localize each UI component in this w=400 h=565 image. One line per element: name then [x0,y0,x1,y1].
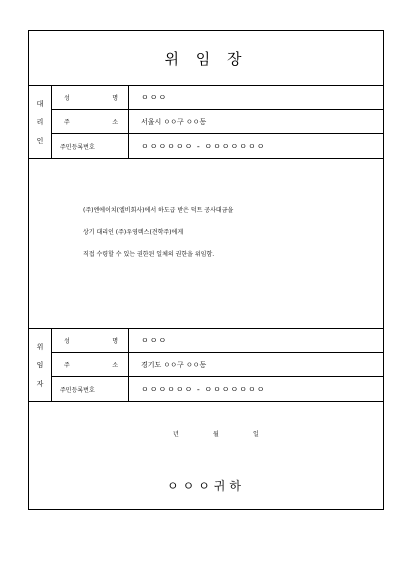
delegate-id-row [52,134,383,158]
delegate-name-label [52,86,129,109]
delegator-name-label-char-1: 성 [64,338,70,345]
delegator-side-char-2: 임 [36,361,44,369]
delegator-side-char-1: 위 [36,342,44,351]
delegator-name-row [52,329,383,353]
delegator-address-label-char-2: 소 [112,362,118,369]
delegator-id-value: ㅇㅇㅇㅇㅇㅇ - ㅇㅇㅇㅇㅇㅇㅇ [141,384,266,394]
delegate-side-char-1: 대 [36,99,44,108]
delegator-rows [52,329,383,401]
delegate-side-char-2: 리 [36,118,44,126]
recipient-line: ㅇㅇㅇ귀하 [167,479,245,493]
delegator-name-value: ㅇㅇㅇ [141,336,168,345]
delegator-section [29,329,383,402]
delegate-address-label-char-2: 소 [112,119,118,126]
delegator-address-row [52,353,383,377]
delegate-side-char-3: 인 [36,136,44,145]
delegator-name-label [52,329,129,352]
delegate-address-label-char-1: 주 [64,119,70,126]
delegator-address-label-char-1: 주 [64,362,70,369]
delegator-address-value: 경기도 ㅇㅇ구 ㅇㅇ동 [141,360,207,369]
delegate-address-value: 서울시 ㅇㅇ구 ㅇㅇ동 [141,117,207,126]
date-line [173,429,259,438]
delegator-id-row [52,377,383,401]
delegate-name-value: ㅇㅇㅇ [141,93,168,102]
delegate-rows [52,86,383,158]
delegate-section [29,86,383,159]
delegate-id-value: ㅇㅇㅇㅇㅇㅇ - ㅇㅇㅇㅇㅇㅇㅇ [141,141,266,151]
delegator-name-label-char-2: 명 [112,338,118,345]
delegate-name-row [52,86,383,110]
delegator-side-label [29,329,52,401]
date-year: 년 [173,431,179,438]
delegate-side-label [29,86,52,158]
delegation-document [28,30,384,510]
delegate-name-label-char-1: 성 [64,95,70,102]
delegate-name-label-char-2: 명 [112,95,118,102]
statement-line-2: 상기 대리인 (주)우영텍스(견학주)에게 [83,229,184,236]
delegate-address-label [52,110,129,133]
delegator-address-label [52,353,129,376]
date-day: 일 [253,431,259,438]
delegator-id-label: 주민등록번호 [52,377,129,401]
document-title: 위 임 장 [29,31,383,86]
statement-line-3: 직접 수령할 수 있는 권한된 일체의 권한을 위임함. [83,251,215,258]
document-footer [29,402,383,518]
delegation-statement [29,159,383,329]
delegator-side-char-3: 자 [36,379,44,388]
date-month: 월 [213,431,219,438]
statement-line-1: (주)엔에이치(엘비회사)에서 하도급 받은 덕트 공사대금을 [83,207,234,214]
delegate-address-row [52,110,383,134]
delegate-id-label: 주민등록번호 [52,134,129,158]
